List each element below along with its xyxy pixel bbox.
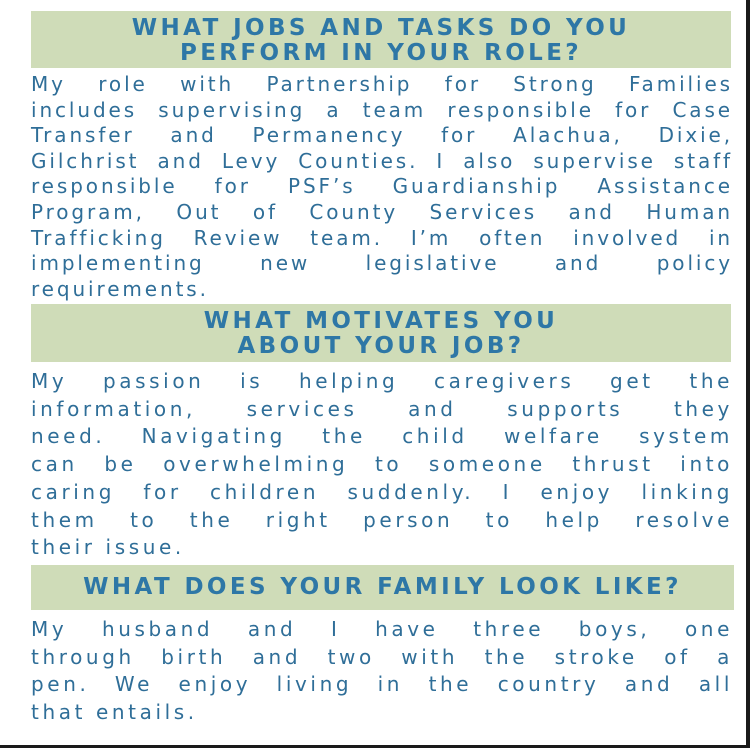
body-line: Transfer and Permanency for Alachua, Dixie,	[31, 123, 733, 148]
body-line: includes supervising a team responsible for Case	[31, 97, 733, 122]
body-line: responsible for PSF’s Guardianship Assistance	[31, 174, 733, 199]
body-line: can be overwhelming to someone thrust into	[31, 452, 733, 477]
section-heading-family	[31, 565, 734, 610]
body-line: My passion is helping caregivers get the	[31, 369, 733, 393]
body-line: need. Navigating the child welfare system	[31, 424, 733, 449]
body-line: implementing new legislative and policy	[31, 251, 733, 276]
section-heading-jobs	[31, 11, 731, 68]
body-line: their issue.	[31, 535, 185, 560]
heading-line: WHAT MOTIVATES YOU	[203, 308, 559, 334]
body-line: pen. We enjoy living in the country and all	[31, 672, 733, 697]
section-body-motivation	[31, 368, 733, 562]
body-line: requirements.	[31, 276, 209, 301]
body-line: Program, Out of County Services and Human	[31, 199, 733, 224]
heading-line: PERFORM IN YOUR ROLE?	[179, 40, 583, 66]
body-line: My role with Partnership for Strong Families	[31, 72, 733, 96]
body-line: Trafficking Review team. I’m often involved in	[31, 225, 733, 250]
heading-line: WHAT DOES YOUR FAMILY LOOK LIKE?	[83, 574, 682, 600]
body-line: Gilchrist and Levy Counties. I also supervise staff	[31, 148, 733, 173]
body-line: that entails.	[31, 700, 198, 725]
body-line: information, services and supports they	[31, 396, 733, 421]
section-body-jobs	[31, 72, 733, 302]
section-body-family	[31, 616, 733, 727]
heading-line: ABOUT YOUR JOB?	[237, 333, 525, 359]
page-border-right	[746, 0, 750, 748]
heading-line: WHAT JOBS AND TASKS DO YOU	[131, 15, 631, 41]
body-line: My husband and I have three boys, one	[31, 617, 733, 641]
body-line: through birth and two with the stroke of a	[31, 644, 733, 669]
body-line: caring for children suddenly. I enjoy linking	[31, 479, 733, 504]
section-heading-motivation	[31, 304, 731, 362]
body-line: them to the right person to help resolve	[31, 507, 733, 532]
